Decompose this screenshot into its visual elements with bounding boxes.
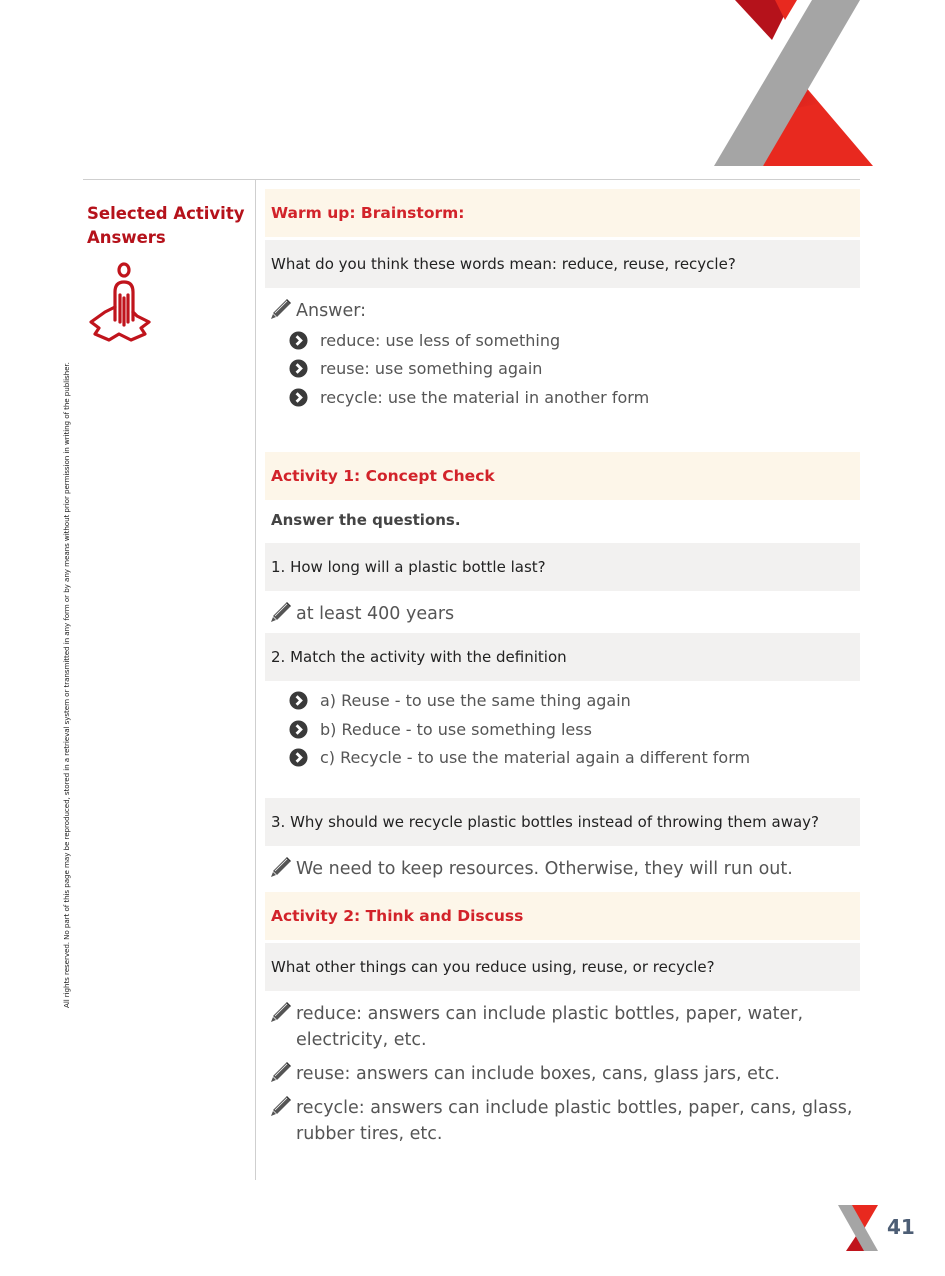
section-heading-warmup — [265, 189, 860, 237]
sidebar-title-line1: Selected Activity — [87, 204, 245, 223]
answer-line — [265, 856, 860, 882]
chevron-circle-right-icon — [289, 748, 308, 767]
answer-line — [265, 1001, 860, 1053]
sidebar-title-line2: Answers — [87, 228, 166, 247]
brand-logo-corner — [697, 0, 877, 166]
list-item — [289, 687, 860, 716]
section-heading-activity2 — [265, 892, 860, 940]
answer-reduce: reduce: answers can include plastic bottles, paper, water, electricity, etc. — [296, 1004, 804, 1050]
bullet-text: recycle: use the material in another form — [320, 387, 650, 407]
bullet-text: a) Reuse - to use the same thing again — [320, 691, 631, 711]
instruction-text: Answer the questions. — [271, 510, 461, 529]
chevron-circle-right-icon — [289, 691, 308, 710]
copyright-notice: All rights reserved. No part of this page may be reproduced, stored in a retrieval system or transmitted in any form or by any means without prior permission in writing of the publisher. — [62, 362, 71, 1008]
question-band — [265, 943, 860, 991]
answer-recycle: recycle: answers can include plastic bottles, paper, cans, glass, rubber tires, etc. — [296, 1098, 853, 1144]
brand-logo-footer — [838, 1205, 880, 1251]
chevron-circle-right-icon — [289, 359, 308, 378]
chevron-circle-right-icon — [289, 331, 308, 350]
answer-label: Answer: — [296, 301, 367, 321]
list-item — [289, 744, 860, 773]
question-1: 1. How long will a plastic bottle last? — [271, 557, 546, 576]
answer-reuse: reuse: answers can include boxes, cans, glass jars, etc. — [296, 1064, 780, 1084]
question-2: 2. Match the activity with the definition — [271, 647, 567, 666]
sidebar-title — [87, 202, 252, 250]
pencil-icon — [269, 1062, 293, 1084]
match-answers — [265, 687, 860, 773]
answer-line — [265, 298, 860, 324]
main-content — [265, 189, 860, 1147]
pencil-icon — [269, 1096, 293, 1118]
list-item — [289, 383, 860, 412]
answer-line — [265, 601, 860, 633]
activity2-heading: Activity 2: Think and Discuss — [271, 907, 524, 925]
question-band — [265, 240, 860, 288]
pencil-icon — [269, 299, 293, 321]
warmup-question: What do you think these words mean: reduce, reuse, recycle? — [271, 255, 736, 273]
person-on-puzzle-icon — [87, 262, 153, 344]
activity2-question: What other things can you reduce using, reuse, or recycle? — [271, 958, 715, 976]
chevron-circle-right-icon — [289, 720, 308, 739]
list-item — [289, 355, 860, 384]
answer-line — [265, 1061, 860, 1087]
answer-1: at least 400 years — [296, 603, 455, 624]
bullet-text: reduce: use less of something — [320, 330, 561, 350]
question-band — [265, 798, 860, 846]
warmup-bullets — [265, 326, 860, 412]
column-divider — [255, 180, 256, 1180]
pencil-icon — [269, 602, 293, 624]
page-number: 41 — [887, 1215, 915, 1239]
bullet-text: reuse: use something again — [320, 359, 543, 379]
bullet-text: b) Reduce - to use something less — [320, 719, 592, 739]
instruction — [265, 500, 860, 540]
sidebar — [87, 202, 252, 344]
bullet-text: c) Recycle - to use the material again a different form — [320, 748, 751, 768]
answer-3: We need to keep resources. Otherwise, they will run out. — [296, 859, 793, 879]
header-divider — [83, 179, 860, 180]
question-band — [265, 633, 860, 681]
chevron-circle-right-icon — [289, 388, 308, 407]
list-item — [289, 715, 860, 744]
activity1-heading: Activity 1: Concept Check — [271, 466, 495, 485]
question-3: 3. Why should we recycle plastic bottles instead of throwing them away? — [271, 813, 820, 831]
pencil-icon — [269, 1002, 293, 1024]
pencil-icon — [269, 857, 293, 879]
warmup-heading: Warm up: Brainstorm: — [271, 204, 465, 222]
answer-line — [265, 1095, 860, 1147]
section-heading-activity1 — [265, 452, 860, 500]
list-item — [289, 326, 860, 355]
question-band — [265, 543, 860, 591]
